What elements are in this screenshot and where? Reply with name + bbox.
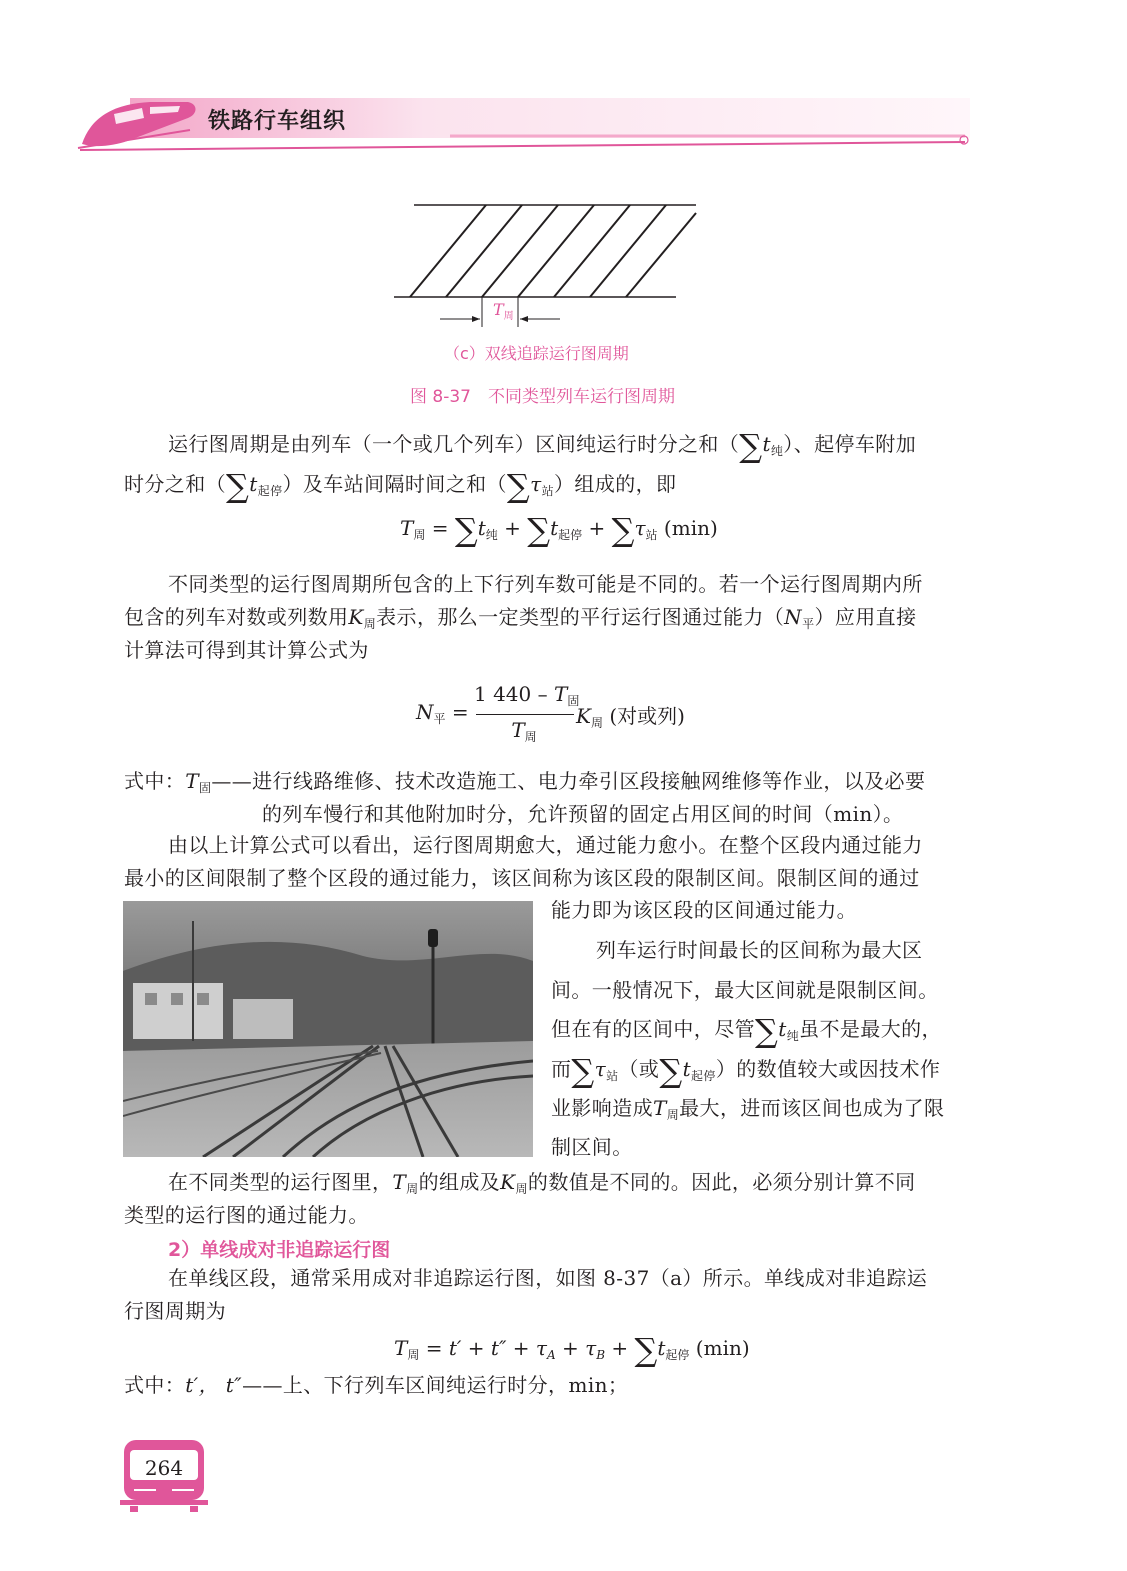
formula-capacity: $N_平$ = 1 $440 - T_固$ $T_周$ $K_周$ (对或列)	[416, 682, 685, 744]
railway-tracks-photo	[123, 901, 533, 1157]
section-subheading: 2）单线成对非追踪运行图	[168, 1239, 391, 1261]
formula-single-line-cycle: $T_周 = t' + t'' + \tau_A + \tau_B + \sum t_{起停}$ (min)	[394, 1331, 750, 1369]
header-band	[70, 92, 975, 156]
paragraph-6-line2: 行图周期为	[124, 1299, 226, 1323]
where-clause-1: 式中：$T_固——$进行线路维修、技术改造施工、电力牵引区段接触网维修等作业，以及必要	[124, 769, 926, 795]
paragraph-4-line2: 间。一般情况下，最大区间就是限制区间。	[551, 978, 939, 1002]
paragraph-3: 由以上计算公式可以看出，运行图周期愈大，通过能力愈小。在整个区段内通过能力	[168, 833, 923, 857]
paragraph-2: 不同类型的运行图周期所包含的上下行列车数可能是不同的。若一个运行图周期内所	[168, 572, 923, 596]
paragraph-1-line2: 时分之和$(\sum t_{起停})$及车站间隔时间之和$(\sum\tau_站)$组成的，即	[124, 467, 677, 505]
figure-axis-label: $T_周$	[493, 300, 514, 322]
paragraph-4-line4: 而$\sum\tau_站$（或$\sum t_{起停}$）的数值较大或因技术作	[551, 1052, 941, 1090]
paragraph-2-line2: 包含的列车对数或列数用$K_周$表示，那么一定类型的平行运行图通过能力$(N_平)$应用直接	[124, 605, 917, 631]
paragraph-4-line3: 但在有的区间中，尽管$\sum t_纯$虽不是最大的，	[551, 1012, 942, 1050]
where-clause-1-cont: 的列车慢行和其他附加时分，允许预留的固定占用区间的时间（min）。	[262, 802, 904, 826]
paragraph-4-line6: 制区间。	[551, 1135, 633, 1159]
figure-subcaption: （c）双线追踪运行图周期	[444, 344, 629, 363]
paragraph-5: 在不同类型的运行图里，$T_周$的组成及$K_周$的数值是不同的。因此，必须分别计算不同	[168, 1170, 916, 1196]
paragraph-6: 在单线区段，通常采用成对非追踪运行图，如图 8-37（a）所示。单线成对非追踪运	[168, 1266, 928, 1290]
header-title: 铁路行车组织	[208, 109, 347, 134]
paragraph-4-line5: 业影响造成$T_周$最大，进而该区间也成为了限	[551, 1096, 945, 1122]
paragraph-5-line2: 类型的运行图的通过能力。	[124, 1203, 369, 1227]
paragraph-4-line1: 列车运行时间最长的区间称为最大区	[596, 938, 923, 962]
train-logo-icon	[70, 92, 200, 156]
paragraph-2-line3: 计算法可得到其计算公式为	[124, 638, 369, 662]
paragraph-3-line3: 能力即为该区段的区间通过能力。	[551, 898, 857, 922]
train-graph-figure	[390, 195, 710, 335]
figure-caption: 图 8-37 不同类型列车运行图周期	[410, 387, 675, 407]
paragraph-1: 运行图周期是由列车（一个或几个列车）区间纯运行时分之和$(\sum t_纯)$、起停车附加	[168, 427, 917, 465]
page-number: 264	[144, 1456, 184, 1480]
where-clause-2: 式中：t′， t″——上、下行列车区间纯运行时分，min；	[124, 1373, 629, 1397]
paragraph-3-line2: 最小的区间限制了整个区段的通过能力，该区间称为该区段的限制区间。限制区间的通过	[124, 866, 920, 890]
formula-cycle: $T_周 = \sum t_纯 + \sum t_{起停} + \sum\tau_站$ (min)	[400, 511, 718, 549]
page-header	[70, 92, 975, 156]
